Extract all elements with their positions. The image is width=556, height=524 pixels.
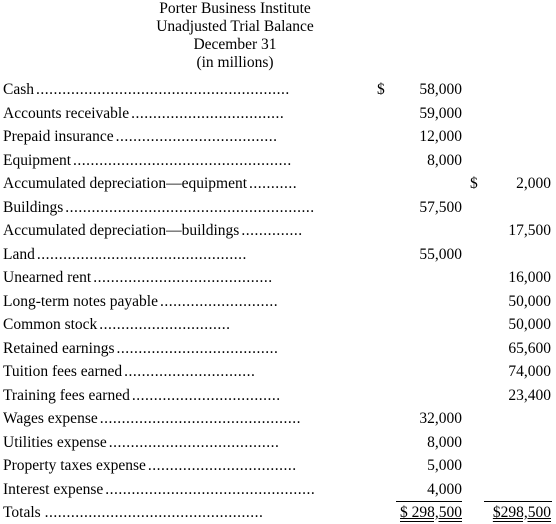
company-name: Porter Business Institute	[159, 0, 311, 17]
table-row	[0, 173, 556, 195]
debit-amount: 8,000	[427, 151, 462, 169]
dot-leader: .........................................	[93, 269, 273, 286]
dot-leader: ..................................	[131, 386, 281, 404]
account-name: Wages expense	[3, 410, 98, 427]
account-name: Property taxes expense	[3, 457, 146, 474]
dot-leader: .......................................	[108, 433, 280, 451]
totals-row	[0, 502, 556, 524]
account-name: Interest expense	[3, 480, 104, 498]
table-row	[0, 197, 556, 219]
account-name: Tuition fees earned	[3, 363, 123, 380]
credit-amount: 74,000	[508, 363, 551, 380]
dot-leader: ..............	[241, 222, 303, 239]
credit-amount: 16,000	[508, 269, 551, 286]
table-row	[0, 455, 556, 477]
account-name: Training fees earned	[3, 386, 130, 404]
report-title: Unadjusted Trial Balance	[156, 18, 314, 35]
dot-leader: ...........	[249, 175, 298, 192]
table-row	[0, 291, 556, 313]
table-row	[0, 479, 556, 501]
credit-amount: 65,600	[508, 339, 551, 357]
account-name: Land	[3, 245, 35, 263]
account-name: Retained earnings	[3, 339, 115, 357]
table-row	[0, 103, 556, 125]
table-row	[0, 220, 556, 242]
dot-leader: ..............................	[99, 316, 231, 333]
debit-amount: 8,000	[427, 433, 462, 451]
dot-leader: ................................................	[105, 480, 316, 498]
dot-leader: .....................................	[116, 339, 279, 357]
account-name: Accumulated depreciation—buildings	[3, 222, 240, 239]
debit-amount: 57,500	[419, 198, 462, 216]
credit-amount: 23,400	[508, 386, 551, 404]
dot-leader: .........................................................	[65, 198, 315, 216]
report-header	[0, 0, 470, 72]
table-row	[0, 432, 556, 454]
debit-amount: 55,000	[419, 245, 462, 263]
dot-leader: ...........................	[159, 292, 279, 310]
account-name: Long-term notes payable	[3, 292, 158, 310]
dot-leader: ..................................................	[44, 504, 264, 521]
dot-leader: ..............................................	[99, 410, 301, 427]
credit-amount: 50,000	[508, 316, 551, 333]
report-units: (in millions)	[196, 54, 274, 71]
debit-amount: 32,000	[419, 410, 462, 427]
account-name: Utilities expense	[3, 433, 107, 451]
account-name: Equipment	[3, 151, 72, 169]
table-row	[0, 150, 556, 172]
table-row	[0, 244, 556, 266]
table-row	[0, 79, 556, 101]
debit-amount: 5,000	[427, 457, 462, 474]
debit-total: $ 298,500	[400, 504, 462, 521]
account-name: Accumulated depreciation—equipment	[3, 175, 248, 192]
dot-leader: .....................................	[115, 128, 278, 145]
dot-leader: ..............................	[124, 363, 256, 380]
table-row	[0, 361, 556, 383]
credit-total: $298,500	[492, 504, 551, 521]
dot-leader: ..................................	[147, 457, 297, 474]
account-name: Accounts receivable	[3, 104, 130, 122]
account-name: Prepaid insurance	[3, 128, 114, 145]
table-row	[0, 338, 556, 360]
account-name: Unearned rent	[3, 269, 92, 286]
table-row	[0, 408, 556, 430]
dollar-sign: $	[470, 175, 478, 192]
credit-amount: 17,500	[508, 222, 551, 239]
dot-leader: ...................................	[131, 104, 285, 122]
totals-label: Totals	[3, 504, 41, 521]
dollar-sign: $	[377, 81, 385, 98]
account-name: Buildings	[3, 198, 64, 216]
account-name: Common stock	[3, 316, 98, 333]
credit-amount: 50,000	[508, 292, 551, 310]
table-row	[0, 385, 556, 407]
debit-amount: 4,000	[427, 480, 462, 498]
debit-amount: 58,000	[419, 81, 462, 98]
dot-leader: ..................................................	[73, 151, 292, 169]
report-date: December 31	[193, 36, 277, 53]
dot-leader: ..........................................................	[36, 81, 290, 98]
table-row	[0, 267, 556, 289]
debit-amount: 12,000	[419, 128, 462, 145]
account-name: Cash	[3, 81, 34, 98]
dot-leader: ................................................	[36, 245, 247, 263]
debit-amount: 59,000	[419, 104, 462, 122]
table-row	[0, 126, 556, 148]
credit-amount: 2,000	[516, 175, 551, 192]
table-row	[0, 314, 556, 336]
